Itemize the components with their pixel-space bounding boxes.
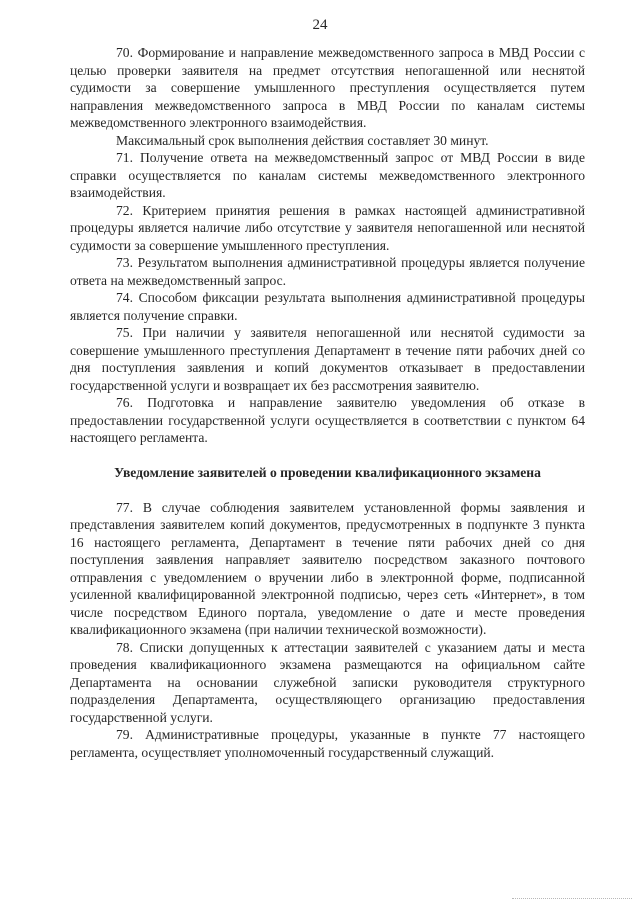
paragraph-75: 75. При наличии у заявителя непогашенной или неснятой судимости за совершение умышленного преступления Департамент в течение пяти рабочих дней со дня поступления заявления и копий документов отказывает в предоставлении государственной услуги и возвращает их без рассмотрения заявителю. <box>70 325 585 393</box>
scan-edge-mark <box>512 898 632 899</box>
paragraph-76: 76. Подготовка и направление заявителю уведомления об отказе в предоставлении государственной услуги осуществляется в соответствии с пунктом 64 настоящего регламента. <box>70 395 585 445</box>
paragraph-71: 71. Получение ответа на межведомственный запрос от МВД России в виде справки осуществляется по каналам системы межведомственного электронного взаимодействия. <box>70 150 585 200</box>
paragraph-73: 73. Результатом выполнения административной процедуры является получение ответа на межведомственный запрос. <box>70 255 585 288</box>
paragraph-77: 77. В случае соблюдения заявителем установленной формы заявления и представления заявителем копий документов, предусмотренных в подпункте 3 пункта 16 настоящего регламента, Департамент в течение пяти рабочих дней со дня поступления заявления направляет заявителю посредством заказного почтового отправления с уведомлением о вручении либо в электронной форме, подписанной усиленной квалифицированной электронной подписью, через сеть «Интернет», в том числе посредством Единого портала, уведомление о дате и месте проведения квалификационного экзамена (при наличии технической возможности). <box>70 499 585 637</box>
paragraph-79: 79. Административные процедуры, указанные в пункте 77 настоящего регламента, осуществляет уполномоченный государственный служащий. <box>70 727 585 760</box>
paragraph-74: 74. Способом фиксации результата выполнения административной процедуры является получение справки. <box>70 290 585 323</box>
spacer <box>70 482 585 499</box>
paragraph-78: 78. Списки допущенных к аттестации заявителей с указанием даты и места проведения квалификационного экзамена размещаются на официальном сайте Департамента на основании служебной записки руководителя структурного подразделения Департамента, осуществляющего организацию предоставления государственной услуги. <box>70 639 585 725</box>
section-heading: Уведомление заявителей о проведении квалификационного экзамена <box>114 464 541 480</box>
page-number: 24 <box>312 17 328 33</box>
paragraph-max-time: Максимальный срок выполнения действия составляет 30 минут. <box>116 132 489 148</box>
document-body <box>70 44 585 761</box>
spacer <box>70 447 585 464</box>
paragraph-70: 70. Формирование и направление межведомственного запроса в МВД России с целью проверки заявителя на предмет отсутствия непогашенной или неснятой судимости за совершение умышленного преступления осуществляется путем направления межведомственного запроса в МВД России по каналам системы межведомственного электронного взаимодействия. <box>70 45 585 130</box>
paragraph-72: 72. Критерием принятия решения в рамках настоящей административной процедуры является наличие либо отсутствие у заявителя непогашенной или неснятой судимости за совершение умышленного преступления. <box>70 202 585 253</box>
